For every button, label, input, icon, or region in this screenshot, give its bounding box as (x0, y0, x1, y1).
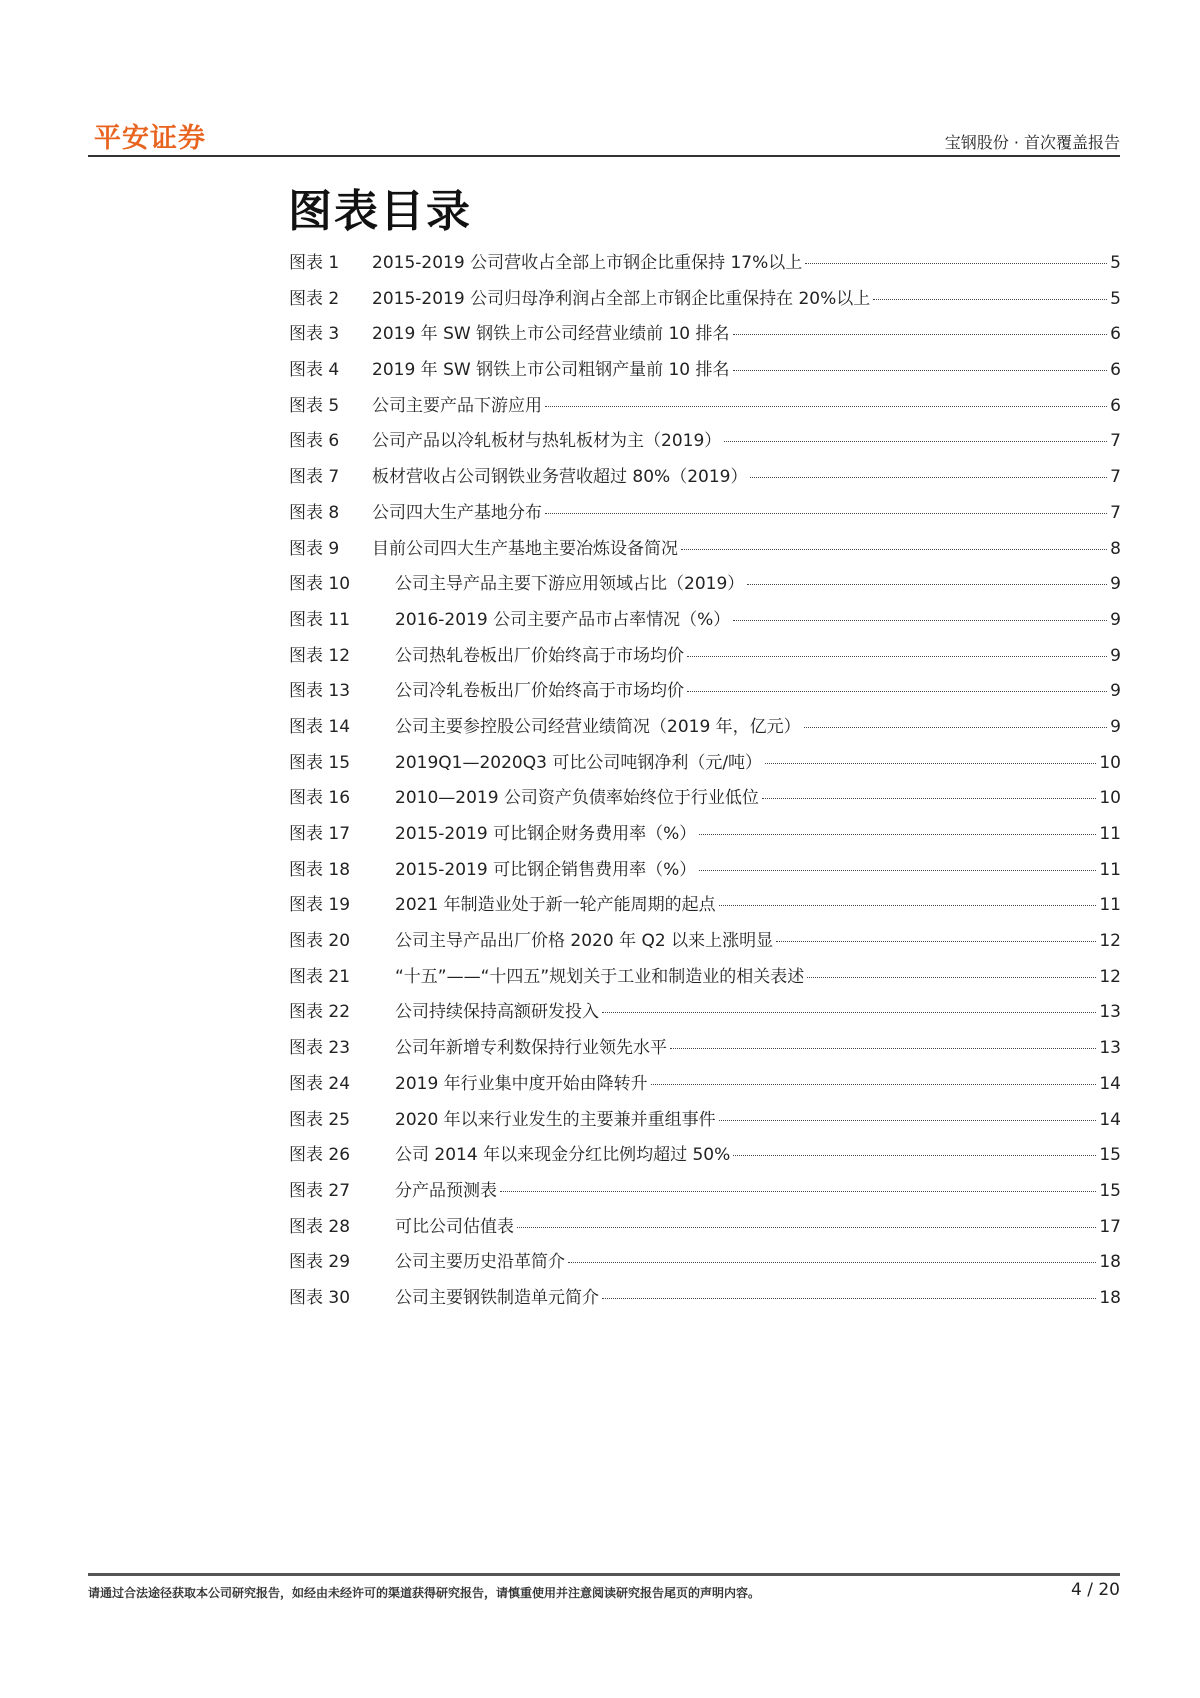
toc-entry[interactable] (289, 676, 1121, 712)
toc-entry-title: 公司主要历史沿革简介 (395, 1252, 565, 1273)
toc-entry-title: 公司冷轧卷板出厂价始终高于市场均价 (395, 681, 684, 702)
toc-entry-title: 2015-2019 公司营收占全部上市钢企比重保持 17%以上 (372, 253, 803, 273)
toc-entry-page: 9 (1110, 609, 1121, 630)
toc-entry[interactable] (289, 962, 1121, 998)
toc-entry-label: 图表 5 (289, 395, 340, 416)
toc-entry-label: 图表 3 (289, 324, 340, 345)
toc-entry[interactable] (289, 569, 1121, 605)
dot-leader (687, 656, 1107, 657)
toc-entry-label: 图表 4 (289, 360, 340, 381)
toc-entry-page: 11 (1099, 895, 1121, 916)
toc-entry-title: 可比公司估值表 (395, 1216, 514, 1237)
dot-leader (602, 1298, 1096, 1299)
toc-entry-title: 公司产品以冷轧板材与热轧板材为主（2019） (372, 431, 722, 452)
toc-entry-page: 11 (1099, 859, 1121, 880)
toc-entry-label: 图表 29 (289, 1252, 351, 1273)
toc-entry-title: 公司主要参控股公司经营业绩简况（2019 年，亿元） (395, 716, 801, 737)
toc-entry-title: 公司主导产品主要下游应用领域占比（2019） (395, 574, 745, 595)
dot-leader (500, 1191, 1096, 1192)
toc-entry-title: 2019 年 SW 钢铁上市公司粗钢产量前 10 排名 (372, 360, 730, 381)
toc-entry[interactable] (289, 641, 1121, 677)
toc-entry-title: 公司热轧卷板出厂价始终高于市场均价 (395, 645, 684, 666)
toc-entry-page: 9 (1110, 716, 1121, 737)
toc-entry-title: 公司四大生产基地分布 (372, 502, 542, 523)
page-title: 图表目录 (288, 186, 472, 237)
dot-leader (699, 834, 1096, 835)
toc-entry-label: 图表 12 (289, 645, 351, 666)
toc-entry[interactable] (289, 391, 1121, 427)
toc-entry-page: 9 (1110, 645, 1121, 666)
toc-entry-label: 图表 23 (289, 1038, 351, 1059)
toc-entry-label: 图表 16 (289, 788, 351, 809)
toc-entry-page: 15 (1099, 1180, 1121, 1201)
toc-entry-page: 5 (1110, 288, 1121, 309)
toc-entry[interactable] (289, 890, 1121, 926)
dot-leader (733, 1155, 1096, 1156)
dot-leader (733, 620, 1107, 621)
dot-leader (873, 299, 1107, 300)
dot-leader (545, 513, 1107, 514)
toc-entry-title: 2015-2019 公司归母净利润占全部上市钢企比重保持在 20%以上 (372, 288, 871, 309)
dot-leader (733, 334, 1108, 335)
toc-entry-label: 图表 24 (289, 1073, 351, 1094)
toc-entry-page: 12 (1099, 966, 1121, 987)
toc-entry[interactable] (289, 605, 1121, 641)
toc-entry-title: 公司 2014 年以来现金分红比例均超过 50% (395, 1145, 731, 1166)
toc-entry[interactable] (289, 426, 1121, 462)
toc-entry[interactable] (289, 855, 1121, 891)
toc-entry-title: 板材营收占公司钢铁业务营收超过 80%（2019） (372, 467, 748, 488)
toc-entry-label: 图表 8 (289, 502, 340, 523)
toc-entry-page: 6 (1110, 395, 1121, 416)
toc-entry-label: 图表 11 (289, 609, 351, 630)
toc-entry-title: 目前公司四大生产基地主要冶炼设备简况 (372, 538, 678, 559)
dot-leader (807, 977, 1096, 978)
dot-leader (805, 263, 1107, 264)
toc-entry-page: 7 (1110, 467, 1121, 488)
toc-entry-label: 图表 10 (289, 574, 351, 595)
toc-entry-label: 图表 7 (289, 467, 340, 488)
toc-entry-page: 6 (1110, 360, 1121, 381)
toc-entry-label: 图表 26 (289, 1145, 351, 1166)
toc-entry-page: 18 (1099, 1252, 1121, 1273)
toc-entry-page: 5 (1110, 253, 1121, 273)
dot-leader (687, 691, 1107, 692)
dot-leader (568, 1262, 1096, 1263)
toc-entry[interactable] (289, 355, 1121, 391)
dot-leader (545, 406, 1107, 407)
toc-entry-label: 图表 22 (289, 1002, 351, 1023)
dot-leader (765, 763, 1096, 764)
toc-entry[interactable] (289, 1176, 1121, 1212)
dot-leader (750, 477, 1107, 478)
toc-entry-label: 图表 13 (289, 681, 351, 702)
table-of-figures (289, 248, 1121, 1319)
toc-entry[interactable] (289, 1283, 1121, 1319)
toc-entry-page: 7 (1110, 431, 1121, 452)
toc-entry-title: 2019 年 SW 钢铁上市公司经营业绩前 10 排名 (372, 324, 730, 345)
toc-entry-page: 17 (1099, 1216, 1121, 1237)
toc-entry-label: 图表 21 (289, 966, 351, 987)
toc-entry[interactable] (289, 1033, 1121, 1069)
dot-leader (776, 941, 1096, 942)
dot-leader (719, 905, 1097, 906)
toc-entry-title: 公司主导产品出厂价格 2020 年 Q2 以来上涨明显 (395, 931, 774, 952)
toc-entry[interactable] (289, 997, 1121, 1033)
toc-entry-label: 图表 2 (289, 288, 340, 309)
toc-entry[interactable] (289, 1140, 1121, 1176)
dot-leader (670, 1048, 1096, 1049)
toc-entry[interactable] (289, 1105, 1121, 1141)
toc-entry[interactable] (289, 748, 1121, 784)
toc-entry-page: 13 (1099, 1002, 1121, 1023)
toc-entry[interactable] (289, 1069, 1121, 1105)
toc-entry-page: 10 (1099, 788, 1121, 809)
dot-leader (719, 1120, 1097, 1121)
footer-disclaimer: 请通过合法途径获取本公司研究报告，如经由未经许可的渠道获得研究报告，请慎重使用并注意阅读研究报告尾页的声明内容。 (88, 1586, 761, 1600)
toc-entry-title: 2016-2019 公司主要产品市占率情况（%） (395, 609, 731, 630)
toc-entry-title: 2019Q1—2020Q3 可比公司吨钢净利（元/吨） (395, 752, 763, 773)
dot-leader (804, 727, 1108, 728)
toc-entry[interactable] (289, 926, 1121, 962)
toc-entry-label: 图表 9 (289, 538, 340, 559)
toc-entry[interactable] (289, 534, 1121, 570)
toc-entry-page: 18 (1099, 1287, 1121, 1308)
toc-entry-label: 图表 25 (289, 1109, 351, 1130)
toc-entry-page: 7 (1110, 502, 1121, 523)
dot-leader (651, 1084, 1097, 1085)
toc-entry-label: 图表 27 (289, 1180, 351, 1201)
toc-entry-title: “十五”——“十四五”规划关于工业和制造业的相关表述 (395, 966, 805, 987)
toc-entry-page: 8 (1110, 538, 1121, 559)
toc-entry-title: 公司持续保持高额研发投入 (395, 1002, 599, 1023)
footer-divider (88, 1573, 1120, 1576)
brand-logo: 平安证券 (94, 123, 206, 154)
dot-leader (602, 1012, 1096, 1013)
toc-entry-page: 10 (1099, 752, 1121, 773)
toc-entry-label: 图表 14 (289, 716, 351, 737)
dot-leader (733, 370, 1108, 371)
toc-entry-label: 图表 20 (289, 931, 351, 952)
header-divider (88, 155, 1120, 157)
toc-entry-page: 15 (1099, 1145, 1121, 1166)
toc-entry-label: 图表 30 (289, 1287, 351, 1308)
toc-entry[interactable] (289, 319, 1121, 355)
report-header: 宝钢股份 · 首次覆盖报告 (944, 133, 1120, 152)
toc-entry-title: 公司年新增专利数保持行业领先水平 (395, 1038, 667, 1059)
dot-leader (681, 549, 1107, 550)
toc-entry[interactable] (289, 248, 1121, 284)
toc-entry-title: 2020 年以来行业发生的主要兼并重组事件 (395, 1109, 716, 1130)
toc-entry[interactable] (289, 1212, 1121, 1248)
toc-entry-page: 9 (1110, 681, 1121, 702)
dot-leader (762, 798, 1096, 799)
toc-entry-title: 2019 年行业集中度开始由降转升 (395, 1073, 648, 1094)
toc-entry-label: 图表 18 (289, 859, 351, 880)
toc-entry[interactable] (289, 1247, 1121, 1283)
toc-entry-title: 公司主要产品下游应用 (372, 395, 542, 416)
toc-entry-page: 14 (1099, 1109, 1121, 1130)
toc-entry-page: 14 (1099, 1073, 1121, 1094)
toc-entry-title: 公司主要钢铁制造单元简介 (395, 1287, 599, 1308)
dot-leader (747, 584, 1107, 585)
toc-entry[interactable] (289, 819, 1121, 855)
toc-entry-label: 图表 6 (289, 431, 340, 452)
page-number: 4 / 20 (1071, 1580, 1120, 1600)
toc-entry-title: 2015-2019 可比钢企销售费用率（%） (395, 859, 697, 880)
toc-entry-page: 13 (1099, 1038, 1121, 1059)
dot-leader (724, 441, 1107, 442)
toc-entry[interactable] (289, 783, 1121, 819)
toc-entry[interactable] (289, 712, 1121, 748)
toc-entry-title: 分产品预测表 (395, 1180, 497, 1201)
toc-entry-page: 6 (1110, 324, 1121, 345)
toc-entry-page: 12 (1099, 931, 1121, 952)
toc-entry-title: 2021 年制造业处于新一轮产能周期的起点 (395, 895, 716, 916)
toc-entry-label: 图表 1 (289, 253, 340, 273)
toc-entry-page: 9 (1110, 574, 1121, 595)
toc-entry-label: 图表 15 (289, 752, 351, 773)
toc-entry[interactable] (289, 284, 1121, 320)
toc-entry[interactable] (289, 498, 1121, 534)
toc-entry-title: 2015-2019 可比钢企财务费用率（%） (395, 824, 697, 844)
toc-entry-title: 2010—2019 公司资产负债率始终位于行业低位 (395, 788, 759, 809)
toc-entry-label: 图表 28 (289, 1216, 351, 1237)
dot-leader (517, 1227, 1096, 1228)
toc-entry-page: 11 (1099, 824, 1121, 844)
toc-entry[interactable] (289, 462, 1121, 498)
toc-entry-label: 图表 17 (289, 824, 351, 844)
dot-leader (699, 870, 1096, 871)
toc-entry-label: 图表 19 (289, 895, 351, 916)
